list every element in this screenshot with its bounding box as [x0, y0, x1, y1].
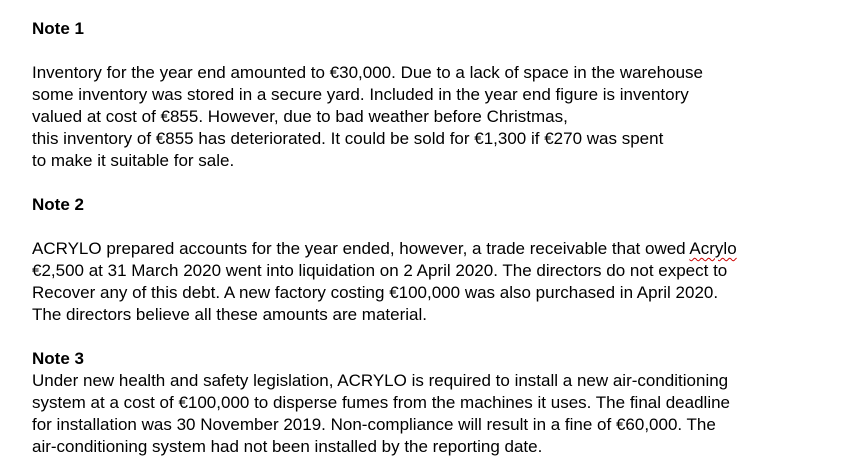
note-3-line: system at a cost of €100,000 to disperse fumes from the machines it uses. The final deadline: [32, 393, 731, 412]
note-1-line: some inventory was stored in a secure yard. Included in the year end figure is inventory: [32, 85, 689, 104]
note-1-paragraph: [32, 62, 703, 172]
note-3-line: Under new health and safety legislation, ACRYLO is required to install a new air-conditioning: [32, 371, 729, 390]
note-3-paragraph: [32, 370, 730, 458]
note-1-line: Inventory for the year end amounted to €30,000. Due to a lack of space in the warehouse: [32, 63, 703, 82]
note-1-line: valued at cost of €855. However, due to bad weather before Christmas,: [32, 107, 568, 126]
note-1-heading: Note 1: [32, 19, 84, 38]
spellcheck-flagged-word: Acrylo: [689, 239, 737, 258]
note-2-line: [32, 238, 737, 260]
note-2-line-text: ACRYLO prepared accounts for the year ended, however, a trade receivable that owed: [32, 239, 690, 258]
note-3-line: for installation was 30 November 2019. Non-compliance will result in a fine of €60,000. The: [32, 415, 716, 434]
note-1-line: to make it suitable for sale.: [32, 151, 235, 170]
note-2-paragraph: [32, 238, 737, 326]
note-3-line: air-conditioning system had not been installed by the reporting date.: [32, 437, 543, 456]
note-2-line: €2,500 at 31 March 2020 went into liquidation on 2 April 2020. The directors do not expect to: [32, 261, 728, 280]
note-2-heading: Note 2: [32, 195, 84, 214]
note-3-heading: Note 3: [32, 349, 84, 368]
note-2-line: Recover any of this debt. A new factory costing €100,000 was also purchased in April 2020.: [32, 283, 719, 302]
note-2-line: The directors believe all these amounts are material.: [32, 305, 427, 324]
note-1-line: this inventory of €855 has deteriorated. It could be sold for €1,300 if €270 was spent: [32, 129, 664, 148]
